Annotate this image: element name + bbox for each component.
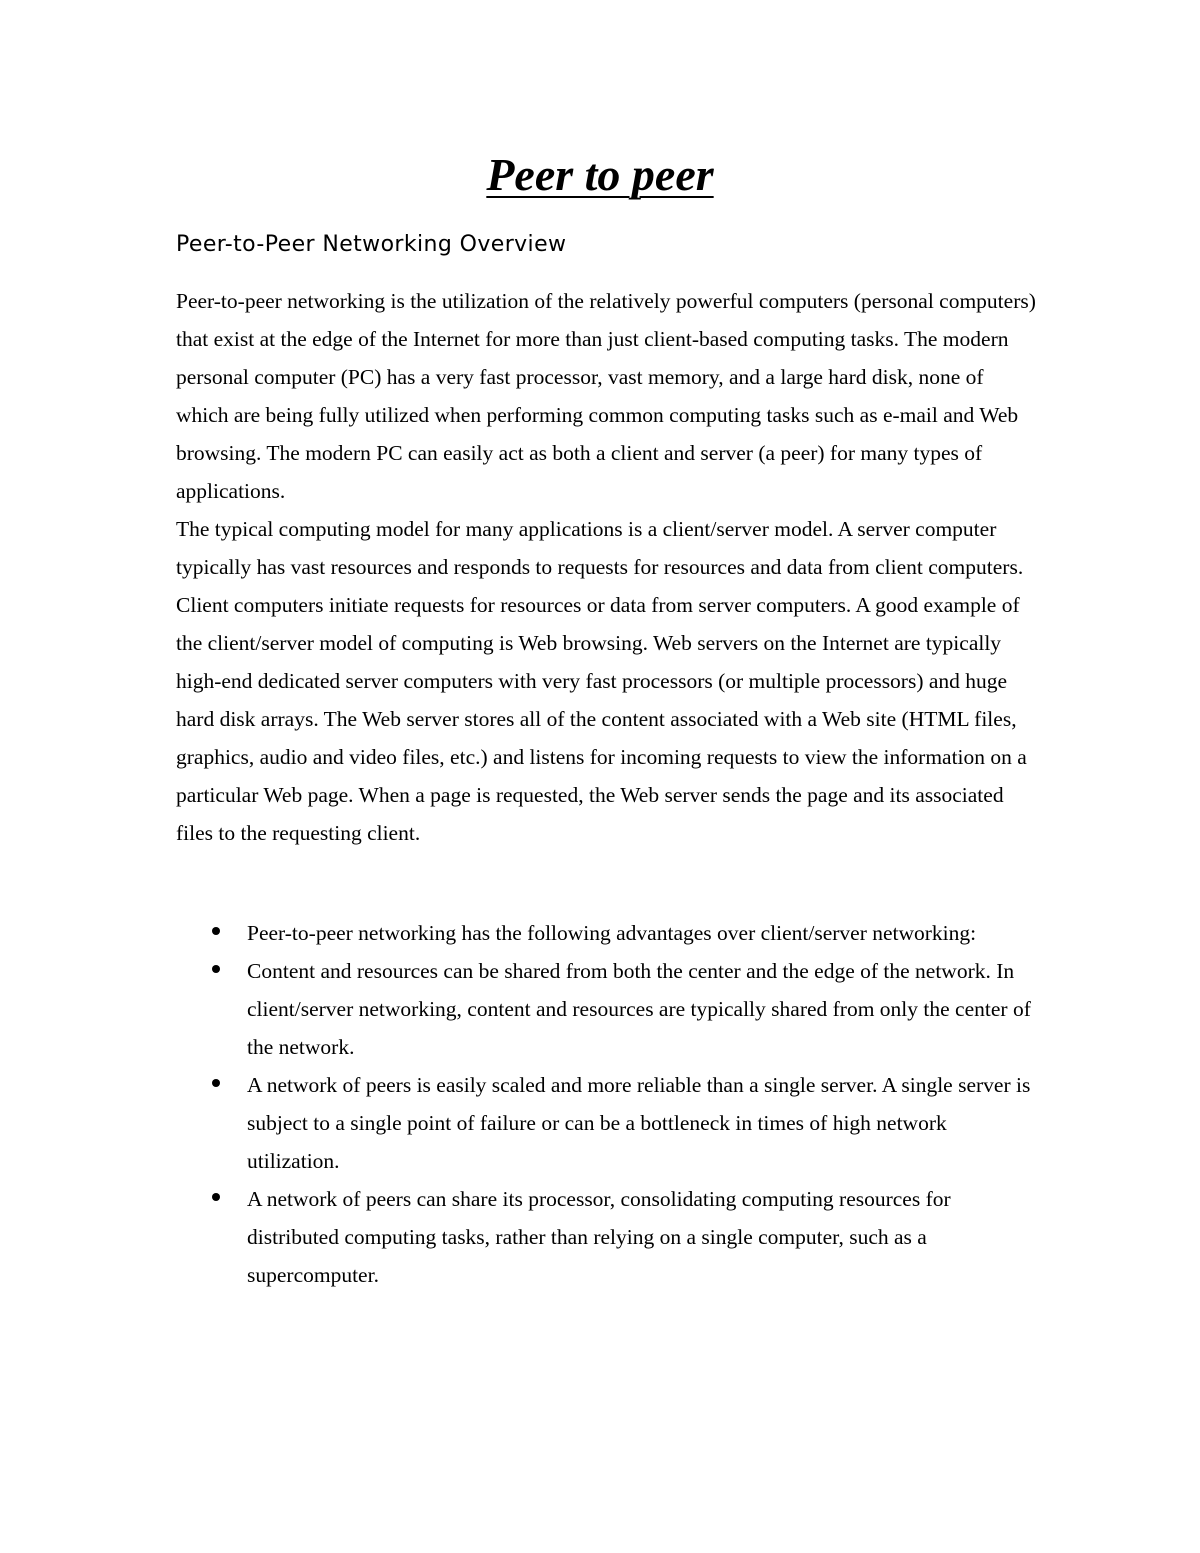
list-item — [176, 952, 1036, 1066]
section-heading: Peer-to-Peer Networking Overview — [176, 232, 567, 257]
list-item-text: A network of peers can share its processor, consolidating computing resources for distributed computing tasks, rather than relying on a single computer, such as a supercomputer. — [247, 1187, 951, 1287]
list-item — [176, 914, 1036, 952]
paragraph-intro: Peer-to-peer networking is the utilization of the relatively powerful computers (personal computers) that exist at the edge of the Internet for more than just client-based computing tasks. The modern personal computer (PC) has a very fast processor, vast memory, and a large hard disk, none of which are being fully utilized when performing common computing tasks such as e-mail and Web browsing. The modern PC can easily act as both a client and server (a peer) for many types of applications. — [176, 289, 1036, 503]
document-title: Peer to peer — [486, 149, 714, 200]
advantages-list — [176, 914, 1036, 1294]
body-text — [176, 282, 1036, 852]
list-item-text: Peer-to-peer networking has the following advantages over client/server networking: — [247, 921, 977, 945]
bullet-icon — [212, 927, 220, 935]
list-item — [176, 1180, 1036, 1294]
bullet-icon — [212, 965, 220, 973]
bullet-icon — [212, 1079, 220, 1087]
bullet-icon — [212, 1193, 220, 1201]
list-item-text: A network of peers is easily scaled and more reliable than a single server. A single server is subject to a single point of failure or can be a bottleneck in times of high network utilization. — [247, 1073, 1031, 1173]
list-item-text: Content and resources can be shared from both the center and the edge of the network. In client/server networking, content and resources are typically shared from only the center of the network. — [247, 959, 1031, 1059]
list-item — [176, 1066, 1036, 1180]
paragraph-client-server: The typical computing model for many applications is a client/server model. A server computer typically has vast resources and responds to requests for resources and data from client computers. Client computers initiate requests for resources or data from server computers. A good example of the client/server model of computing is Web browsing. Web servers on the Internet are typically high-end dedicated server computers with very fast processors (or multiple processors) and huge hard disk arrays. The Web server stores all of the content associated with a Web site (HTML files, graphics, audio and video files, etc.) and listens for incoming requests to view the information on a particular Web page. When a page is requested, the Web server sends the page and its associated files to the requesting client. — [176, 517, 1027, 845]
